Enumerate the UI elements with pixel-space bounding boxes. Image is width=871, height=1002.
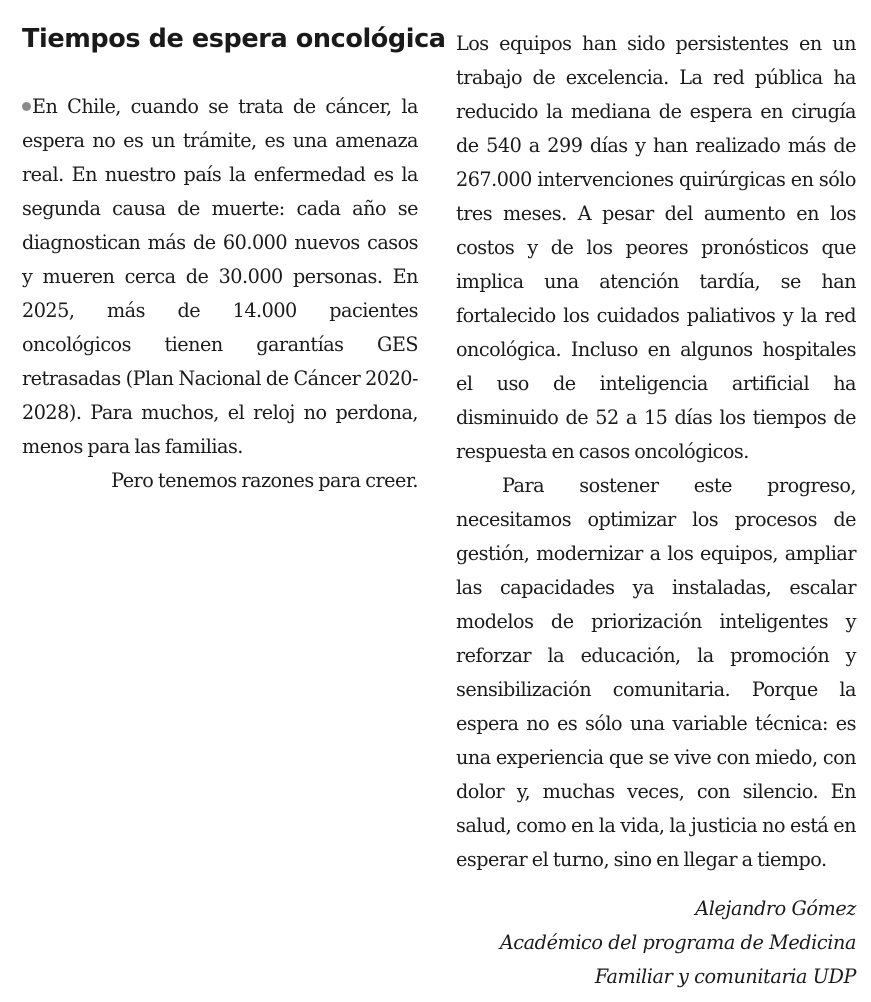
author-role-line-1: Académico del programa de Medicina xyxy=(499,931,856,954)
article-title: Tiempos de espera oncológica xyxy=(22,24,446,54)
author-role-line-2: Familiar y comunitaria UDP xyxy=(594,965,856,988)
left-paragraph-2: Pero tenemos razones para creer. xyxy=(111,469,418,492)
right-paragraph-2: Para sostener este progreso, necesitamos optimizar los procesos de gestión, modernizar a los equipos, ampliar las capacidades ya instaladas, escalar modelos de priorización inteligentes y reforzar la educación, la promoción y sensibilización comunitaria. Porque la espera no es sólo una variable técnica: es una experiencia que se vive con miedo, con dolor y, muchas veces, con silencio. En salud, como en la vida, la justicia no está en esperar el turno, sino en llegar a tiempo. xyxy=(456,474,856,871)
left-column-body xyxy=(22,90,418,498)
author-signature xyxy=(456,892,856,994)
left-paragraph-1-text: En Chile, cuando se trata de cáncer, la espera no es un trámite, es una amenaza real. En nuestro país la enfermedad es la segunda causa de muerte: cada año se diagnostican más de 60.000 nuevos casos y mueren cerca de 30.000 personas. En 2025, más de 14.000 pacientes oncológicos tienen garantías GES retrasadas (Plan Nacional de Cáncer 2020-2028). Para muchos, el reloj no perdona, menos para las familias. xyxy=(22,95,418,458)
left-paragraph-1 xyxy=(22,90,418,464)
bullet-icon xyxy=(22,102,31,111)
author-name: Alejandro Gómez xyxy=(695,897,856,920)
right-paragraph-1: Los equipos han sido persistentes en un trabajo de excelencia. La red pública ha reducido la mediana de espera en cirugía de 540 a 299 días y han realizado más de 267.000 intervenciones quirúrgicas en sólo tres meses. A pesar del aumento en los costos y de los peores pronósticos que implica una atención tardía, se han fortalecido los cuidados paliativos y la red oncológica. Incluso en algunos hospitales el uso de inteligencia artificial ha disminuido de 52 a 15 días los tiempos de respuesta en casos oncológicos. xyxy=(456,32,856,463)
right-column-body xyxy=(456,27,856,877)
